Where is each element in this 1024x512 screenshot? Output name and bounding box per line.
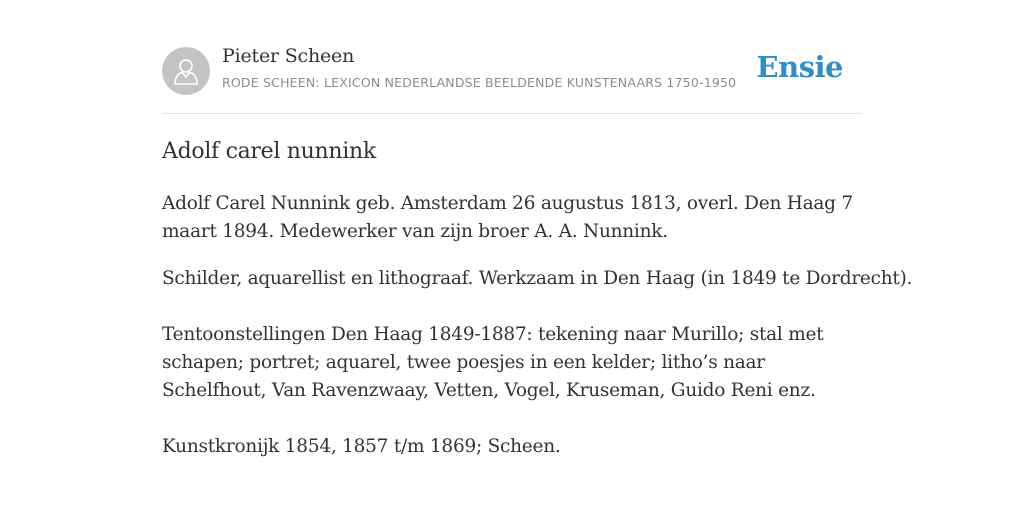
source-label[interactable]: RODE SCHEEN: LEXICON NEDERLANDSE BEELDENDE KUNSTENAARS 1750-1950 — [222, 75, 737, 90]
user-icon — [173, 57, 199, 85]
article-title: Adolf carel nunnink — [162, 139, 376, 164]
brand-logo[interactable]: Ensie — [756, 50, 843, 84]
article-paragraph: Kunstkronijk 1854, 1857 t/m 1869; Scheen. — [162, 436, 561, 457]
article-card — [162, 0, 913, 457]
article-paragraph: Tentoonstellingen Den Haag 1849-1887: tekening naar Murillo; stal met schapen; portret; aquarel, twee poesjes in een kelder; litho’s naar Schelfhout, Van Ravenzwaay, Vetten, Vogel, Kruseman, Guido Reni enz. — [162, 324, 824, 401]
author-name[interactable]: Pieter Scheen — [222, 45, 355, 67]
article-header — [162, 0, 862, 114]
avatar[interactable] — [162, 47, 210, 95]
article-paragraph: Schilder, aquarellist en lithograaf. Werkzaam in Den Haag (in 1849 te Dordrecht). — [162, 268, 913, 289]
article-paragraph: Adolf Carel Nunnink geb. Amsterdam 26 augustus 1813, overl. Den Haag 7 maart 1894. Medewerker van zijn broer A. A. Nunnink. — [162, 193, 853, 242]
